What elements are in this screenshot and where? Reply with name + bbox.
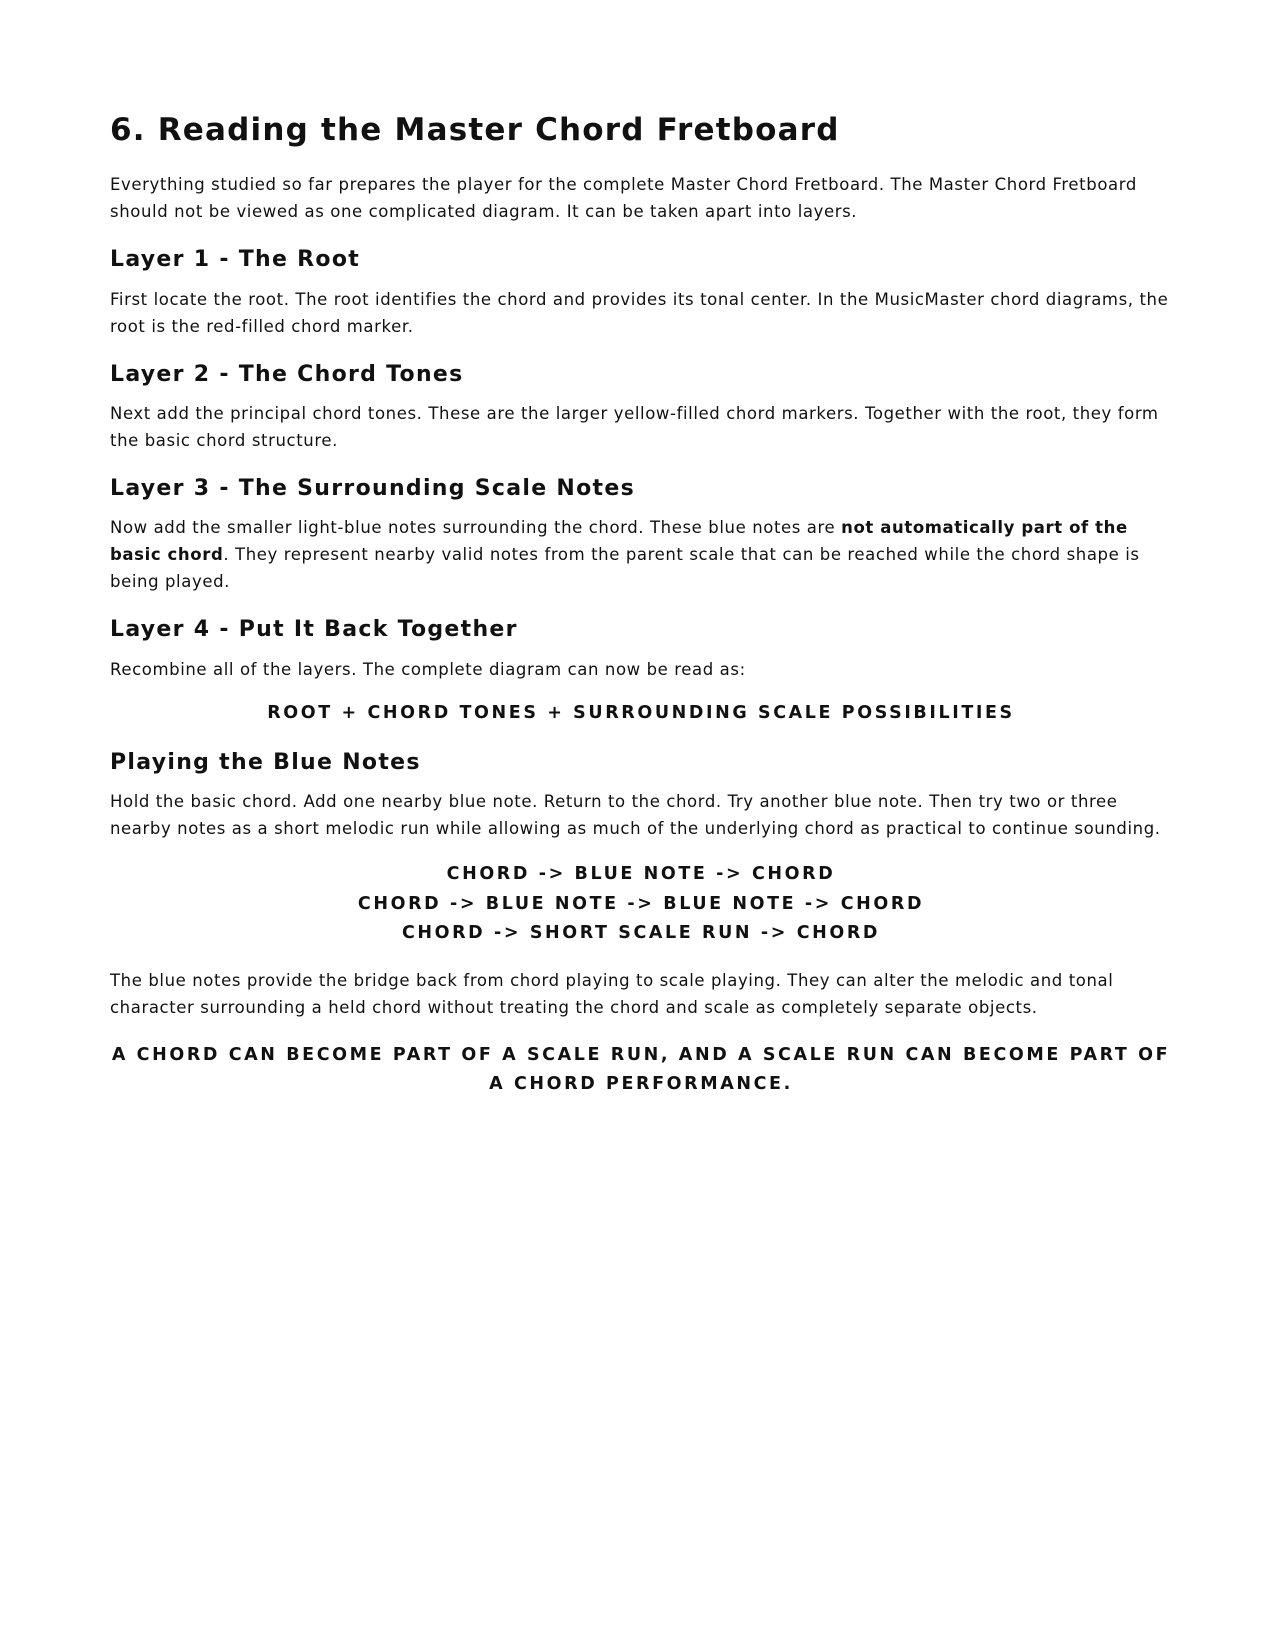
layer-3-text-end: . They represent nearby valid notes from the parent scale that can be reached while the chord shape is being played. [110, 545, 1140, 592]
intro-paragraph: Everything studied so far prepares the player for the complete Master Chord Fretboard. The Master Chord Fretboard should not be viewed as one complicated diagram. It can be taken apart into layers. [110, 175, 1137, 222]
layer-3-heading: Layer 3 - The Surrounding Scale Notes [110, 475, 635, 501]
layer-3-text-start: Now add the smaller light-blue notes surrounding the chord. These blue notes are [110, 518, 842, 538]
layer-1-paragraph: First locate the root. The root identifies the chord and provides its tonal center. In the MusicMaster chord diagrams, the root is the red-filled chord marker. [110, 289, 1169, 336]
layer-2-heading: Layer 2 - The Chord Tones [110, 361, 464, 387]
blue-notes-paragraph: Hold the basic chord. Add one nearby blue note. Return to the chord. Try another blue note. Then try two or three nearby notes as a short melodic run while allowing as much of the underlying chord as practical to continue sounding. [110, 792, 1161, 839]
blue-notes-heading: Playing the Blue Notes [110, 749, 421, 775]
layer-2-paragraph: Next add the principal chord tones. These are the larger yellow-filled chord markers. Together with the root, they form the basic chord structure. [110, 403, 1159, 450]
layer-3-bold-phrase: not automatically part of the basic chord [110, 518, 1128, 565]
practice-flow-line: CHORD -> BLUE NOTE -> CHORD [446, 864, 836, 885]
document-page [110, 112, 1172, 1099]
layer-1-heading: Layer 1 - The Root [110, 247, 361, 273]
practice-flow-line: CHORD -> BLUE NOTE -> BLUE NOTE -> CHORD [357, 893, 925, 914]
layer-4-paragraph: Recombine all of the layers. The complete diagram can now be read as: [110, 659, 746, 679]
layer-3-paragraph [110, 514, 1172, 595]
practice-flow-line: CHORD -> SHORT SCALE RUN -> CHORD [401, 923, 881, 944]
page-title: 6. Reading the Master Chord Fretboard [110, 112, 840, 148]
practice-flows [110, 860, 1172, 949]
layer-4-heading: Layer 4 - Put It Back Together [110, 617, 518, 643]
layer-formula: ROOT + CHORD TONES + SURROUNDING SCALE POSSIBILITIES [267, 702, 1015, 723]
closing-statement: A CHORD CAN BECOME PART OF A SCALE RUN, AND A SCALE RUN CAN BECOME PART OF A CHORD PERFORMANCE. [111, 1044, 1171, 1094]
blue-notes-summary-paragraph: The blue notes provide the bridge back from chord playing to scale playing. They can alter the melodic and tonal character surrounding a held chord without treating the chord and scale as completely separate objects. [110, 970, 1114, 1017]
